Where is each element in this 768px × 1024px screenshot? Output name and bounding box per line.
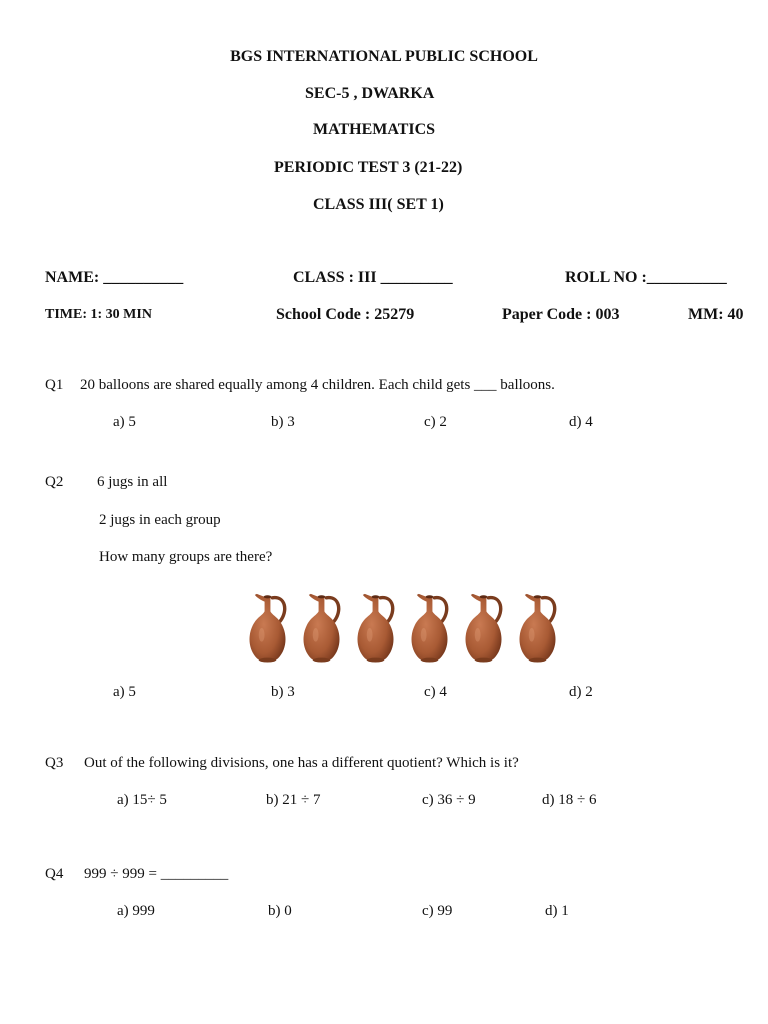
q2-option-a: a) 5 (113, 684, 136, 700)
q1-option-c: c) 2 (424, 414, 447, 430)
q2-option-b: b) 3 (271, 684, 295, 700)
q1-text: 20 balloons are shared equally among 4 children. Each child gets ___ balloons. (80, 377, 555, 393)
jug-icon (351, 590, 400, 664)
q2-option-c: c) 4 (424, 684, 447, 700)
q4-option-a: a) 999 (117, 903, 155, 919)
school-sector: SEC-5 , DWARKA (305, 85, 435, 102)
q3-option-d: d) 18 ÷ 6 (542, 792, 597, 808)
q1-option-d: d) 4 (569, 414, 593, 430)
q2-line-1: 6 jugs in all (97, 474, 168, 490)
q3-option-a: a) 15÷ 5 (117, 792, 167, 808)
name-field: NAME: __________ (45, 269, 184, 286)
school-code: School Code : 25279 (276, 306, 415, 323)
class-set: CLASS III( SET 1) (313, 196, 444, 213)
subject-title: MATHEMATICS (313, 121, 436, 138)
jug-icon (513, 590, 562, 664)
max-marks: MM: 40 (688, 306, 744, 323)
q4-option-b: b) 0 (268, 903, 292, 919)
jug-icon (297, 590, 346, 664)
jug-icon (459, 590, 508, 664)
q2-line-3: How many groups are there? (99, 549, 273, 565)
q2-option-d: d) 2 (569, 684, 593, 700)
class-field: CLASS : III _________ (293, 269, 453, 286)
jug-icon (243, 590, 292, 664)
q4-option-c: c) 99 (422, 903, 453, 919)
jug-icon (405, 590, 454, 664)
jug-illustration (243, 590, 562, 664)
q2-line-2: 2 jugs in each group (99, 512, 221, 528)
q2-number: Q2 (45, 474, 64, 490)
test-title: PERIODIC TEST 3 (21-22) (274, 159, 463, 176)
roll-field: ROLL NO :__________ (565, 269, 727, 286)
q4-option-d: d) 1 (545, 903, 569, 919)
q4-number: Q4 (45, 866, 64, 882)
paper-code: Paper Code : 003 (502, 306, 620, 323)
q3-option-b: b) 21 ÷ 7 (266, 792, 321, 808)
q4-text: 999 ÷ 999 = _________ (84, 866, 229, 882)
q1-number: Q1 (45, 377, 64, 393)
q3-option-c: c) 36 ÷ 9 (422, 792, 476, 808)
school-name: BGS INTERNATIONAL PUBLIC SCHOOL (230, 48, 538, 65)
q3-text: Out of the following divisions, one has a different quotient? Which is it? (84, 755, 519, 771)
q1-option-b: b) 3 (271, 414, 295, 430)
q1-option-a: a) 5 (113, 414, 136, 430)
time-label: TIME: 1: 30 MIN (45, 307, 152, 322)
q3-number: Q3 (45, 755, 64, 771)
